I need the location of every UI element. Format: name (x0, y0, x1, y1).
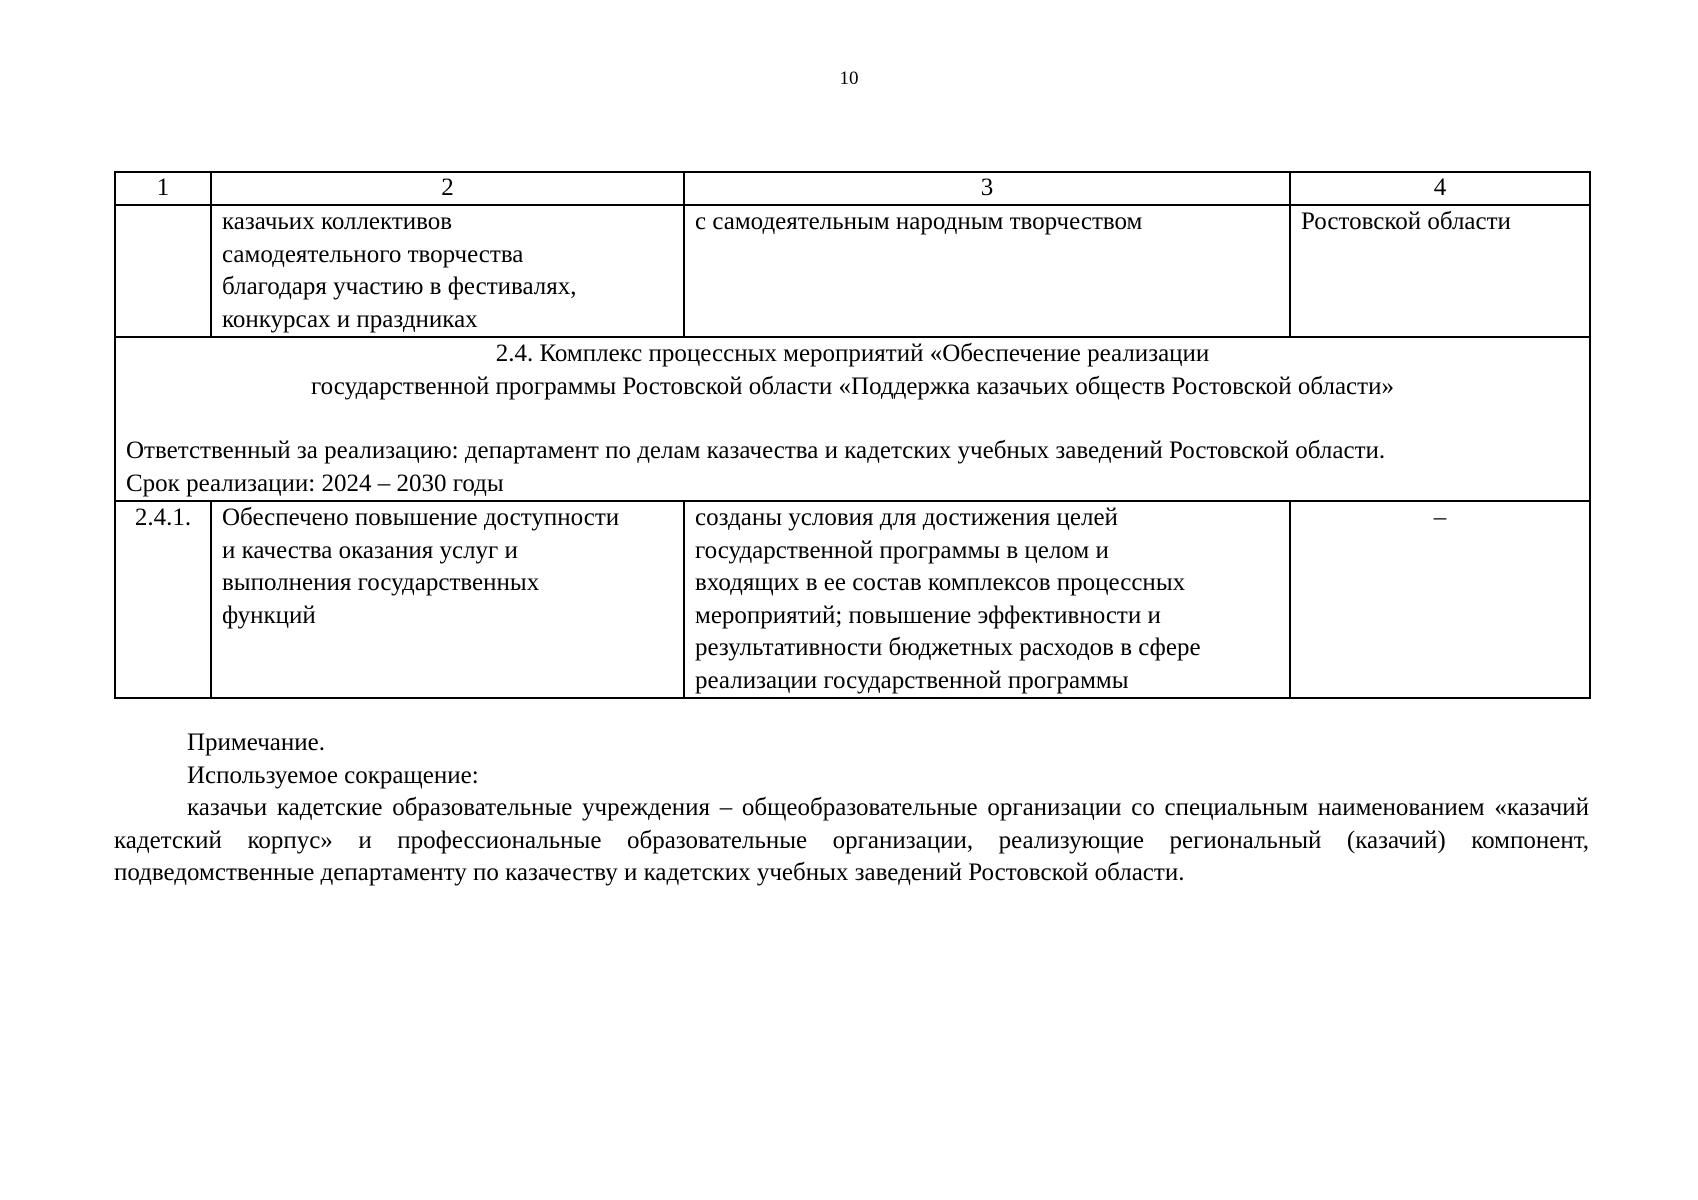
cell-line: мероприятий; повышение эффективности и (695, 601, 1161, 629)
cell-line: созданы условия для достижения целей (695, 504, 1118, 531)
section-title-line: 2.4. Комплекс процессных мероприятий «Обеспечение реализации (495, 340, 1210, 367)
cell-line: входящих в ее состав комплексов процессных (695, 569, 1186, 596)
section-cell (115, 337, 1590, 501)
cell-line: Ростовской области (1301, 208, 1511, 235)
cell-line: государственной программы в целом и (695, 536, 1109, 564)
relation-cell (684, 501, 1290, 698)
row-number-cell: 2.4.1. (115, 501, 211, 698)
note-body: казачьи кадетские образовательные учреждения – общеобразовательные организации со специальным наименованием «казачий кадетский корпус» и профессиональные образовательные организации, реализующие региональный (казачий) компонент, подведомственные департаменту по казачеству и кадетских учебных заведений Ростовской области. (114, 794, 1589, 886)
cell-line: конкурсах и праздниках (222, 305, 478, 333)
program-table (114, 171, 1591, 699)
note-subheading: Используемое сокращение: (187, 761, 479, 789)
section-spacer (126, 403, 1579, 435)
section-term: Срок реализации: 2024 – 2030 годы (126, 469, 504, 497)
cell-line: благодаря участию в фестивалях, (222, 273, 577, 300)
table-row (115, 205, 1590, 337)
result-cell (211, 205, 684, 337)
header-cell-2: 2 (211, 172, 684, 205)
note-heading: Примечание. (187, 729, 326, 756)
cell-line: Обеспечено повышение доступности (222, 504, 620, 531)
cell-line: и качества оказания услуг и (222, 536, 518, 564)
table-row (115, 501, 1590, 698)
section-title-line: государственной программы Ростовской области «Поддержка казачьих обществ Ростовской области» (311, 372, 1394, 400)
relation-cell (684, 205, 1290, 337)
cell-line: выполнения государственных (222, 569, 540, 596)
cell-line: с самодеятельным народным творчеством (695, 208, 1143, 235)
row-number-cell (115, 205, 211, 337)
header-cell-3: 3 (684, 172, 1290, 205)
responsible-cell: – (1290, 501, 1590, 698)
cell-line: функций (222, 601, 316, 629)
section-responsible: Ответственный за реализацию: департамент по делам казачества и кадетских учебных заведений Ростовской области. (126, 437, 1386, 464)
note-block (114, 727, 1589, 890)
cell-line: результативности бюджетных расходов в сфере (695, 634, 1201, 661)
cell-line: реализации государственной программы (695, 666, 1129, 694)
responsible-cell (1290, 205, 1590, 337)
page-number: 10 (839, 68, 859, 89)
cell-line: самодеятельного творчества (222, 240, 524, 268)
header-cell-4: 4 (1290, 172, 1590, 205)
table-header-row (115, 172, 1590, 205)
result-cell (211, 501, 684, 698)
header-cell-1: 1 (115, 172, 211, 205)
section-row (115, 337, 1590, 501)
cell-line: казачьих коллективов (222, 208, 453, 235)
